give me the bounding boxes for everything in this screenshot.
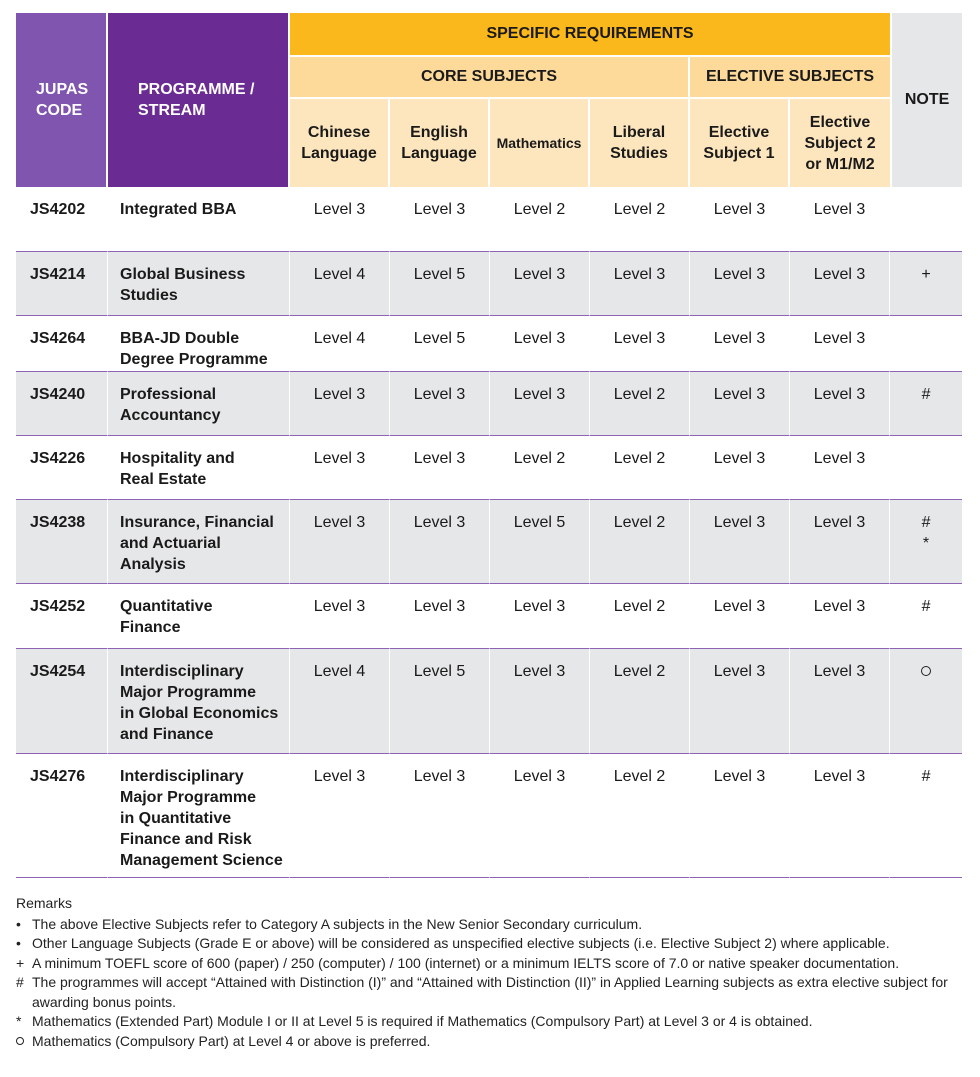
level-cell: Level 3: [290, 187, 390, 252]
level-cell: Level 2: [590, 649, 690, 754]
remark-item: [16, 1012, 962, 1032]
programme-line: in Quantitative: [120, 810, 232, 827]
programme-cell: [108, 649, 290, 754]
circle-icon: [16, 1037, 24, 1045]
programme-cell: [108, 372, 290, 436]
programme-line: BBA-JD Double: [120, 330, 240, 347]
level-cell: Level 3: [390, 584, 490, 649]
programme-header-line2: STREAM: [138, 102, 206, 119]
note-header: NOTE: [890, 13, 962, 187]
note-symbol: +: [921, 266, 931, 283]
jupas-code-cell: JS4254: [16, 649, 108, 754]
jupas-code-header-line2: CODE: [36, 102, 83, 119]
subject-header-liberal-studies: [590, 99, 690, 187]
remark-symbol: [16, 1032, 32, 1052]
level-cell: Level 3: [690, 500, 790, 584]
programme-line: Quantitative: [120, 598, 213, 615]
level-cell: Level 3: [790, 436, 890, 500]
note-cell: [890, 584, 962, 649]
note-symbol: #: [921, 598, 931, 615]
level-cell: Level 3: [290, 754, 390, 878]
level-cell: Level 3: [390, 500, 490, 584]
remark-text: Mathematics (Extended Part) Module I or II at Level 5 is required if Mathematics (Compulsory Part) at Level 3 or 4 is obtained.: [32, 1013, 813, 1029]
programme-line: and Actuarial: [120, 535, 221, 552]
programme-cell: [108, 754, 290, 878]
remark-symbol: *: [16, 1013, 22, 1029]
remark-symbol: #: [16, 974, 24, 990]
level-cell: Level 5: [490, 500, 590, 584]
level-cell: Level 3: [790, 316, 890, 372]
note-cell: [890, 754, 962, 878]
table-header: [16, 13, 962, 187]
remark-item: [16, 954, 962, 974]
table-row: [16, 649, 962, 754]
level-cell: Level 3: [790, 584, 890, 649]
subject-header-line: Liberal: [612, 124, 666, 141]
level-cell: Level 2: [590, 372, 690, 436]
programme-line: Insurance, Financial: [120, 514, 274, 531]
programme-line: Analysis: [120, 556, 186, 573]
programme-line: Interdisciplinary: [120, 663, 244, 680]
level-cell: Level 5: [390, 649, 490, 754]
subject-header-line: Elective: [809, 113, 871, 131]
jupas-code-cell: JS4214: [16, 252, 108, 316]
admission-requirements-page: [16, 13, 962, 1051]
table-row: [16, 372, 962, 436]
jupas-code-cell: JS4238: [16, 500, 108, 584]
remarks-section: [16, 894, 962, 1051]
subject-header-english: [390, 99, 490, 187]
programme-cell: [108, 436, 290, 500]
programme-line: Hospitality and: [120, 450, 235, 467]
level-cell: Level 5: [390, 252, 490, 316]
level-cell: Level 3: [790, 252, 890, 316]
programme-cell: [108, 252, 290, 316]
programme-line: Degree Programme: [120, 351, 268, 368]
level-cell: Level 3: [690, 372, 790, 436]
level-cell: Level 3: [490, 252, 590, 316]
programme-line: Interdisciplinary: [120, 768, 244, 785]
table-body: [16, 187, 962, 878]
remark-text: Other Language Subjects (Grade E or above) will be considered as unspecified elective subjects (i.e. Elective Subject 2) where applicable.: [32, 935, 890, 951]
jupas-code-cell: JS4264: [16, 316, 108, 372]
level-cell: Level 3: [290, 584, 390, 649]
level-cell: Level 3: [290, 436, 390, 500]
remark-symbol: •: [16, 935, 21, 951]
table-row: [16, 252, 962, 316]
level-cell: Level 3: [690, 584, 790, 649]
circle-icon: [921, 666, 931, 676]
remark-text: The above Elective Subjects refer to Category A subjects in the New Senior Secondary curriculum.: [32, 915, 643, 932]
jupas-code-cell: JS4226: [16, 436, 108, 500]
level-cell: Level 3: [690, 316, 790, 372]
programme-line: Accountancy: [120, 407, 221, 424]
level-cell: Level 3: [590, 316, 690, 372]
level-cell: Level 3: [590, 252, 690, 316]
programme-line: and Finance: [120, 726, 214, 743]
level-cell: Level 3: [390, 187, 490, 252]
level-cell: Level 3: [790, 372, 890, 436]
table-row: [16, 500, 962, 584]
level-cell: Level 2: [590, 754, 690, 878]
note-cell: [890, 316, 962, 372]
level-cell: Level 2: [490, 187, 590, 252]
note-cell: [890, 436, 962, 500]
table-row: [16, 187, 962, 252]
level-cell: Level 2: [490, 436, 590, 500]
level-cell: Level 3: [790, 187, 890, 252]
level-cell: Level 4: [290, 649, 390, 754]
programme-line: Global Business: [120, 266, 246, 283]
subject-header-line: Studies: [610, 145, 668, 162]
remarks-list: [16, 915, 962, 1052]
requirements-table: [16, 13, 962, 878]
remark-symbol: +: [16, 954, 25, 971]
note-symbol: *: [922, 535, 930, 552]
jupas-code-cell: JS4276: [16, 754, 108, 878]
level-cell: Level 4: [290, 252, 390, 316]
level-cell: Level 2: [590, 500, 690, 584]
elective-subjects-header: ELECTIVE SUBJECTS: [690, 57, 890, 99]
level-cell: Level 3: [390, 372, 490, 436]
level-cell: Level 2: [590, 187, 690, 252]
level-cell: Level 3: [690, 187, 790, 252]
programme-line: in Global Economics: [120, 705, 279, 722]
specific-requirements-header: SPECIFIC REQUIREMENTS: [290, 13, 890, 57]
programme-line: Professional: [120, 386, 217, 403]
subject-header-chinese: [290, 99, 390, 187]
programme-line: Finance and Risk: [120, 831, 252, 848]
remark-symbol: •: [16, 915, 21, 932]
subject-header-elective-2: [790, 99, 890, 187]
core-subjects-header: CORE SUBJECTS: [290, 57, 690, 99]
note-symbol: #: [921, 514, 931, 531]
subject-header-line: Subject 2: [804, 134, 876, 152]
level-cell: Level 3: [490, 316, 590, 372]
table-row: [16, 584, 962, 649]
note-symbol: #: [921, 386, 931, 403]
subject-header-line: or M1/M2: [805, 155, 875, 173]
subject-header-line: Chinese: [307, 124, 371, 141]
programme-line: Finance: [120, 619, 181, 636]
programme-line: Integrated BBA: [120, 201, 237, 218]
subject-header-line: Language: [401, 145, 477, 162]
level-cell: Level 3: [790, 500, 890, 584]
note-cell: [890, 500, 962, 584]
programme-cell: [108, 500, 290, 584]
level-cell: Level 4: [290, 316, 390, 372]
level-cell: Level 3: [690, 754, 790, 878]
level-cell: Level 2: [590, 436, 690, 500]
note-symbol: #: [921, 768, 931, 785]
subject-header-line: Elective: [708, 124, 770, 141]
programme-cell: [108, 316, 290, 372]
remark-item: [16, 973, 962, 1012]
level-cell: Level 5: [390, 316, 490, 372]
jupas-code-header-line1: JUPAS: [36, 81, 89, 98]
jupas-code-cell: JS4202: [16, 187, 108, 252]
table-row: [16, 436, 962, 500]
programme-line: Studies: [120, 287, 178, 304]
remark-text: The programmes will accept “Attained with Distinction (I)” and “Attained with Distinction (II)” in Applied Learning subjects as extra elective subject for awarding bonus points.: [32, 974, 948, 1010]
level-cell: Level 2: [590, 584, 690, 649]
subject-header-mathematics: [490, 99, 590, 187]
table-row: [16, 316, 962, 372]
note-cell: [890, 187, 962, 252]
subject-header-line: Subject 1: [703, 145, 775, 162]
remark-text: Mathematics (Compulsory Part) at Level 4 or above is preferred.: [32, 1032, 431, 1049]
note-symbol: [890, 661, 962, 682]
programme-header: [108, 13, 290, 187]
level-cell: Level 3: [790, 754, 890, 878]
level-cell: Level 3: [290, 372, 390, 436]
note-cell: [890, 252, 962, 316]
level-cell: Level 3: [790, 649, 890, 754]
subject-header-elective-1: [690, 99, 790, 187]
subject-header-line: Mathematics: [496, 134, 582, 151]
note-cell: [890, 649, 962, 754]
programme-header-line1: PROGRAMME /: [138, 81, 255, 98]
programme-line: Major Programme: [120, 684, 257, 701]
remarks-title: Remarks: [16, 895, 73, 911]
programme-line: Management Science: [120, 852, 283, 869]
level-cell: Level 3: [690, 436, 790, 500]
subject-header-line: English: [410, 124, 468, 141]
level-cell: Level 3: [490, 584, 590, 649]
level-cell: Level 3: [490, 372, 590, 436]
level-cell: Level 3: [490, 754, 590, 878]
note-cell: [890, 372, 962, 436]
level-cell: Level 3: [390, 436, 490, 500]
remark-item: [16, 934, 962, 954]
jupas-code-cell: JS4240: [16, 372, 108, 436]
level-cell: Level 3: [390, 754, 490, 878]
subject-header-line: Language: [301, 145, 377, 162]
programme-cell: [108, 187, 290, 252]
level-cell: Level 3: [690, 252, 790, 316]
remark-text: A minimum TOEFL score of 600 (paper) / 250 (computer) / 100 (internet) or a minimum IELTS score of 7.0 or native speaker documentation.: [32, 954, 900, 971]
remark-item: [16, 915, 962, 935]
level-cell: Level 3: [290, 500, 390, 584]
programme-line: Major Programme: [120, 789, 257, 806]
level-cell: Level 3: [690, 649, 790, 754]
programme-line: Real Estate: [120, 471, 207, 488]
level-cell: Level 3: [490, 649, 590, 754]
table-row: [16, 754, 962, 878]
jupas-code-cell: JS4252: [16, 584, 108, 649]
jupas-code-header: [16, 13, 108, 187]
remark-item: [16, 1032, 962, 1052]
programme-cell: [108, 584, 290, 649]
